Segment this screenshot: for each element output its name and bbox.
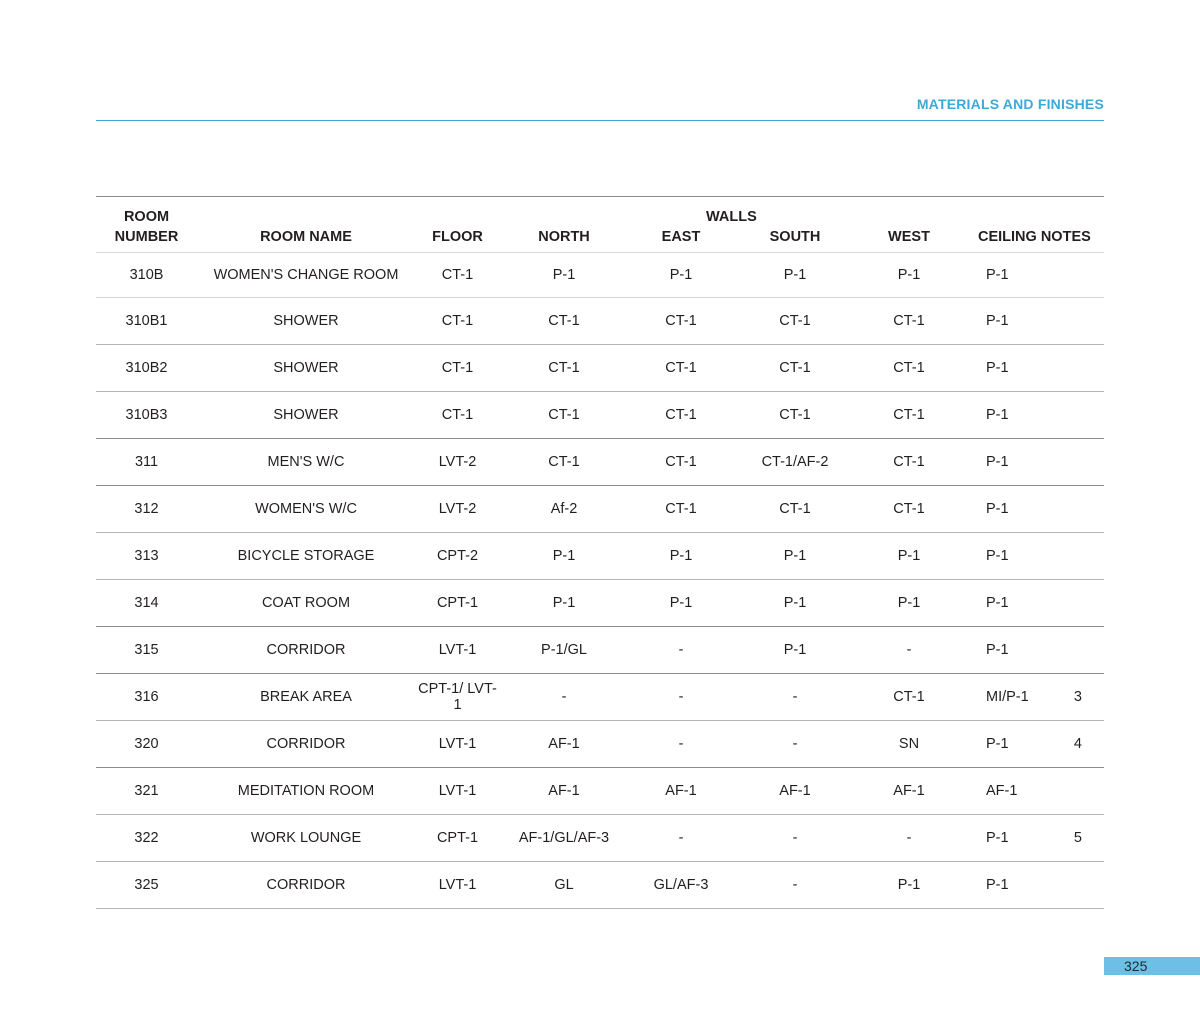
cell-notes xyxy=(1052,345,1104,392)
header-north: NORTH xyxy=(500,226,628,253)
table-row xyxy=(96,768,1104,815)
cell-ceiling: P-1 xyxy=(962,580,1052,627)
cell-wall-south: P-1 xyxy=(734,627,856,674)
table-row xyxy=(96,721,1104,768)
cell-room-number: 311 xyxy=(96,439,197,486)
table-row xyxy=(96,392,1104,439)
header-floor: FLOOR xyxy=(415,226,500,253)
cell-room-name: CORRIDOR xyxy=(197,721,415,768)
cell-floor: CT-1 xyxy=(415,392,500,439)
cell-wall-north: CT-1 xyxy=(500,439,628,486)
cell-wall-north: AF-1 xyxy=(500,768,628,815)
cell-floor: LVT-1 xyxy=(415,627,500,674)
cell-floor: CPT-1 xyxy=(415,580,500,627)
header-west: WEST xyxy=(856,226,962,253)
cell-wall-east: P-1 xyxy=(628,533,734,580)
cell-room-name: COAT ROOM xyxy=(197,580,415,627)
cell-floor: LVT-1 xyxy=(415,721,500,768)
cell-wall-east: - xyxy=(628,815,734,862)
header-room-name: ROOM NAME xyxy=(197,226,415,253)
cell-room-number: 316 xyxy=(96,674,197,721)
cell-room-name: CORRIDOR xyxy=(197,862,415,909)
table-row xyxy=(96,627,1104,674)
cell-wall-north: Af-2 xyxy=(500,486,628,533)
cell-wall-south: CT-1/AF-2 xyxy=(734,439,856,486)
cell-wall-north: P-1 xyxy=(500,253,628,298)
table-row xyxy=(96,345,1104,392)
cell-wall-south: CT-1 xyxy=(734,298,856,345)
title-divider xyxy=(96,120,1104,121)
finish-schedule-table-container xyxy=(96,196,1104,909)
cell-floor: CPT-1/ LVT-1 xyxy=(415,674,500,721)
cell-wall-west: P-1 xyxy=(856,580,962,627)
header-walls-group: WALLS xyxy=(628,197,856,227)
cell-wall-west: SN xyxy=(856,721,962,768)
cell-room-number: 315 xyxy=(96,627,197,674)
cell-wall-north: CT-1 xyxy=(500,345,628,392)
cell-ceiling: P-1 xyxy=(962,862,1052,909)
cell-wall-west: CT-1 xyxy=(856,674,962,721)
cell-wall-south: - xyxy=(734,815,856,862)
cell-room-name: WOMEN'S W/C xyxy=(197,486,415,533)
cell-room-number: 310B xyxy=(96,253,197,298)
cell-wall-north: P-1/GL xyxy=(500,627,628,674)
cell-wall-west: P-1 xyxy=(856,253,962,298)
cell-ceiling: P-1 xyxy=(962,721,1052,768)
cell-room-name: SHOWER xyxy=(197,298,415,345)
cell-room-name: CORRIDOR xyxy=(197,627,415,674)
cell-notes xyxy=(1052,862,1104,909)
cell-room-number: 310B3 xyxy=(96,392,197,439)
cell-floor: LVT-1 xyxy=(415,768,500,815)
cell-notes xyxy=(1052,768,1104,815)
header-ceiling-notes: CEILING NOTES xyxy=(962,226,1104,253)
table-row xyxy=(96,580,1104,627)
cell-notes xyxy=(1052,298,1104,345)
cell-wall-east: CT-1 xyxy=(628,392,734,439)
cell-room-name: WORK LOUNGE xyxy=(197,815,415,862)
cell-room-number: 325 xyxy=(96,862,197,909)
cell-wall-north: AF-1/GL/AF-3 xyxy=(500,815,628,862)
cell-floor: CT-1 xyxy=(415,345,500,392)
cell-wall-west: CT-1 xyxy=(856,439,962,486)
cell-wall-east: P-1 xyxy=(628,580,734,627)
cell-wall-east: CT-1 xyxy=(628,345,734,392)
table-header xyxy=(96,197,1104,253)
cell-room-name: MEN'S W/C xyxy=(197,439,415,486)
cell-room-number: 314 xyxy=(96,580,197,627)
cell-notes xyxy=(1052,392,1104,439)
table-row xyxy=(96,674,1104,721)
cell-room-number: 320 xyxy=(96,721,197,768)
cell-room-number: 313 xyxy=(96,533,197,580)
cell-wall-south: - xyxy=(734,674,856,721)
cell-room-number: 322 xyxy=(96,815,197,862)
cell-wall-south: P-1 xyxy=(734,580,856,627)
cell-wall-north: P-1 xyxy=(500,533,628,580)
cell-ceiling: P-1 xyxy=(962,627,1052,674)
cell-wall-north: - xyxy=(500,674,628,721)
header-south: SOUTH xyxy=(734,226,856,253)
table-row xyxy=(96,862,1104,909)
cell-wall-south: CT-1 xyxy=(734,345,856,392)
table-body xyxy=(96,253,1104,909)
cell-floor: LVT-1 xyxy=(415,862,500,909)
header-east: EAST xyxy=(628,226,734,253)
cell-wall-west: - xyxy=(856,627,962,674)
cell-notes xyxy=(1052,486,1104,533)
cell-ceiling: P-1 xyxy=(962,253,1052,298)
cell-room-name: MEDITATION ROOM xyxy=(197,768,415,815)
cell-wall-north: CT-1 xyxy=(500,298,628,345)
cell-wall-south: - xyxy=(734,862,856,909)
cell-room-number: 310B2 xyxy=(96,345,197,392)
cell-wall-east: - xyxy=(628,674,734,721)
cell-floor: CT-1 xyxy=(415,298,500,345)
cell-wall-west: CT-1 xyxy=(856,392,962,439)
cell-ceiling: MI/P-1 xyxy=(962,674,1052,721)
cell-wall-east: CT-1 xyxy=(628,439,734,486)
cell-wall-east: AF-1 xyxy=(628,768,734,815)
cell-wall-west: P-1 xyxy=(856,533,962,580)
cell-wall-east: P-1 xyxy=(628,253,734,298)
table-row xyxy=(96,533,1104,580)
cell-room-number: 310B1 xyxy=(96,298,197,345)
cell-notes xyxy=(1052,580,1104,627)
cell-notes xyxy=(1052,533,1104,580)
cell-wall-south: P-1 xyxy=(734,533,856,580)
cell-room-name: SHOWER xyxy=(197,345,415,392)
cell-wall-east: - xyxy=(628,721,734,768)
cell-notes: 3 xyxy=(1052,674,1104,721)
cell-wall-south: CT-1 xyxy=(734,486,856,533)
cell-ceiling: P-1 xyxy=(962,815,1052,862)
table-row xyxy=(96,439,1104,486)
cell-floor: LVT-2 xyxy=(415,486,500,533)
cell-floor: CPT-1 xyxy=(415,815,500,862)
cell-wall-east: CT-1 xyxy=(628,486,734,533)
cell-wall-south: - xyxy=(734,721,856,768)
cell-floor: CPT-2 xyxy=(415,533,500,580)
cell-wall-north: GL xyxy=(500,862,628,909)
cell-wall-west: CT-1 xyxy=(856,298,962,345)
cell-notes: 4 xyxy=(1052,721,1104,768)
cell-notes: 5 xyxy=(1052,815,1104,862)
section-title: MATERIALS AND FINISHES xyxy=(916,96,1104,112)
cell-notes xyxy=(1052,253,1104,298)
cell-ceiling: P-1 xyxy=(962,392,1052,439)
cell-room-name: SHOWER xyxy=(197,392,415,439)
cell-wall-west: P-1 xyxy=(856,862,962,909)
cell-room-name: BREAK AREA xyxy=(197,674,415,721)
cell-wall-south: P-1 xyxy=(734,253,856,298)
cell-ceiling: P-1 xyxy=(962,486,1052,533)
cell-wall-north: CT-1 xyxy=(500,392,628,439)
cell-ceiling: AF-1 xyxy=(962,768,1052,815)
cell-wall-west: CT-1 xyxy=(856,486,962,533)
table-row xyxy=(96,486,1104,533)
cell-wall-south: AF-1 xyxy=(734,768,856,815)
cell-room-number: 312 xyxy=(96,486,197,533)
cell-wall-north: AF-1 xyxy=(500,721,628,768)
cell-wall-west: CT-1 xyxy=(856,345,962,392)
cell-wall-east: GL/AF-3 xyxy=(628,862,734,909)
page-number: 325 xyxy=(1124,958,1148,974)
cell-floor: LVT-2 xyxy=(415,439,500,486)
cell-wall-north: P-1 xyxy=(500,580,628,627)
table-row xyxy=(96,253,1104,298)
cell-wall-east: CT-1 xyxy=(628,298,734,345)
cell-wall-east: - xyxy=(628,627,734,674)
cell-room-name: BICYCLE STORAGE xyxy=(197,533,415,580)
cell-notes xyxy=(1052,627,1104,674)
cell-notes xyxy=(1052,439,1104,486)
header-room-number-line2: NUMBER xyxy=(96,226,197,253)
cell-ceiling: P-1 xyxy=(962,298,1052,345)
table-row xyxy=(96,298,1104,345)
cell-ceiling: P-1 xyxy=(962,439,1052,486)
cell-ceiling: P-1 xyxy=(962,345,1052,392)
cell-ceiling: P-1 xyxy=(962,533,1052,580)
cell-wall-south: CT-1 xyxy=(734,392,856,439)
cell-wall-west: - xyxy=(856,815,962,862)
cell-room-name: WOMEN'S CHANGE ROOM xyxy=(197,253,415,298)
header-room-number-line1: ROOM xyxy=(96,197,197,227)
cell-floor: CT-1 xyxy=(415,253,500,298)
finish-schedule-table xyxy=(96,196,1104,909)
page-number-badge xyxy=(1104,957,1200,975)
cell-room-number: 321 xyxy=(96,768,197,815)
table-row xyxy=(96,815,1104,862)
cell-wall-west: AF-1 xyxy=(856,768,962,815)
